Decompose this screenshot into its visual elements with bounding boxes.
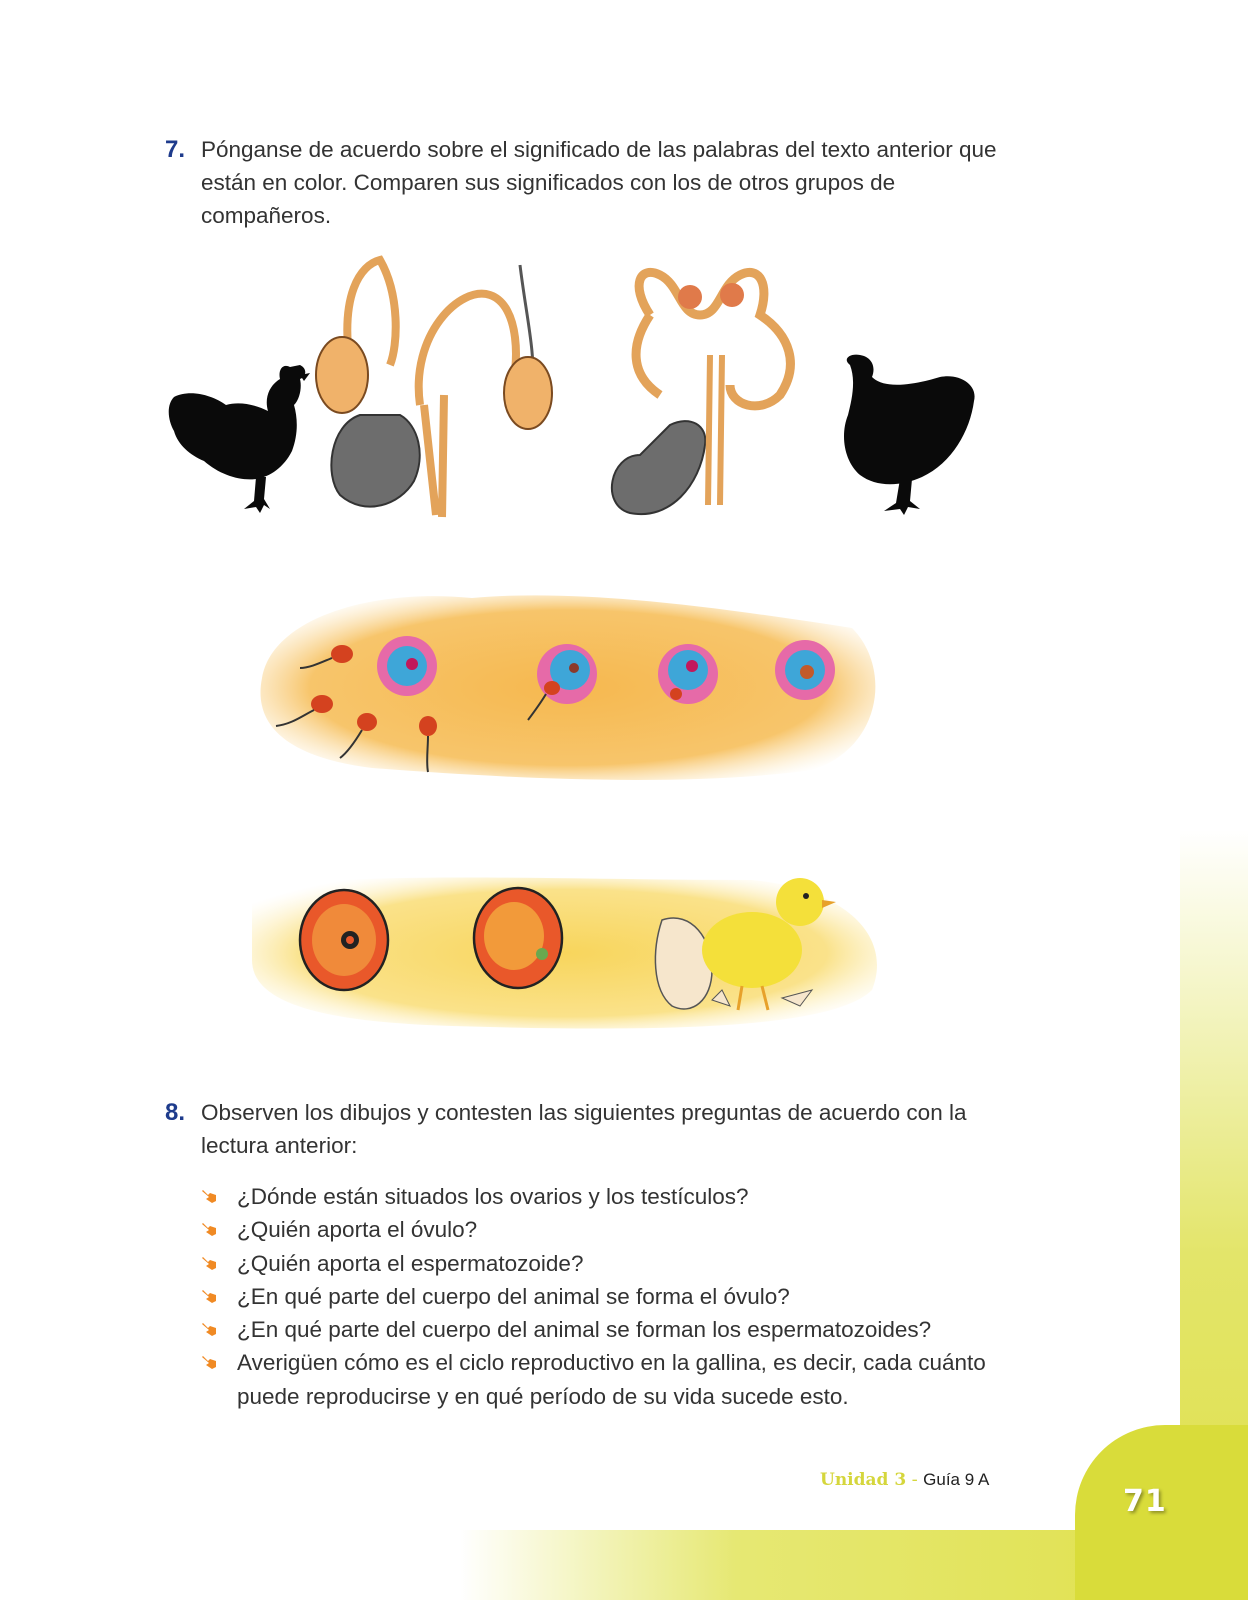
list-item	[200, 1280, 1020, 1313]
list-item-text: Averigüen cómo es el ciclo reproductivo en la gallina, es decir, cada cuánto puede reproducirse y en qué período de su vida sucede esto.	[237, 1350, 986, 1409]
list-item	[200, 1346, 1020, 1413]
hand-pointer-icon	[200, 1222, 218, 1238]
hand-pointer-icon	[200, 1322, 218, 1338]
embryo-development-illustration	[252, 850, 892, 1040]
embryo-egg-1	[300, 890, 388, 990]
hand-pointer-icon	[200, 1289, 218, 1305]
list-item-text: ¿Dónde están situados los ovarios y los testículos?	[237, 1184, 749, 1209]
male-organs-drawing	[316, 260, 552, 517]
question-8	[165, 1096, 1015, 1162]
list-item-text: ¿Quién aporta el óvulo?	[237, 1217, 478, 1243]
reproductive-organs-illustration	[160, 255, 990, 525]
list-item	[200, 1313, 1020, 1346]
list-item-text: ¿En qué parte del cuerpo del animal se forma el óvulo?	[237, 1283, 790, 1309]
page-number: 71	[1123, 1484, 1167, 1519]
fertilization-illustration	[252, 548, 892, 798]
female-organs-drawing	[612, 272, 791, 514]
question-8-list	[200, 1180, 1020, 1413]
footer-separator: -	[906, 1470, 924, 1490]
list-item-text: ¿Quién aporta el espermatozoide?	[237, 1250, 584, 1276]
footer-guide: Guía 9 A	[923, 1470, 990, 1489]
hand-pointer-icon	[200, 1256, 218, 1272]
hand-pointer-icon	[200, 1355, 218, 1371]
hen-silhouette-icon	[844, 355, 975, 515]
list-item	[200, 1180, 1020, 1213]
embryo-egg-2	[474, 888, 562, 988]
list-item	[200, 1213, 1020, 1246]
question-8-text: Observen los dibujos y contesten las siguientes preguntas de acuerdo con la lectura anterior:	[201, 1100, 967, 1158]
list-item	[200, 1247, 1020, 1280]
question-7-number: 7.	[165, 136, 186, 163]
question-8-number: 8.	[165, 1099, 186, 1126]
page-footer	[820, 1470, 989, 1490]
list-item-text: ¿En qué parte del cuerpo del animal se forman los espermatozoides?	[237, 1317, 932, 1343]
footer-unit: Unidad 3	[820, 1470, 907, 1490]
hand-pointer-icon	[200, 1189, 218, 1205]
question-7	[165, 133, 1015, 232]
question-7-text: Pónganse de acuerdo sobre el significado de las palabras del texto anterior que están en color. Comparen sus significados con los de otros grupos de compañeros.	[201, 137, 997, 228]
rooster-silhouette-icon	[169, 365, 310, 513]
